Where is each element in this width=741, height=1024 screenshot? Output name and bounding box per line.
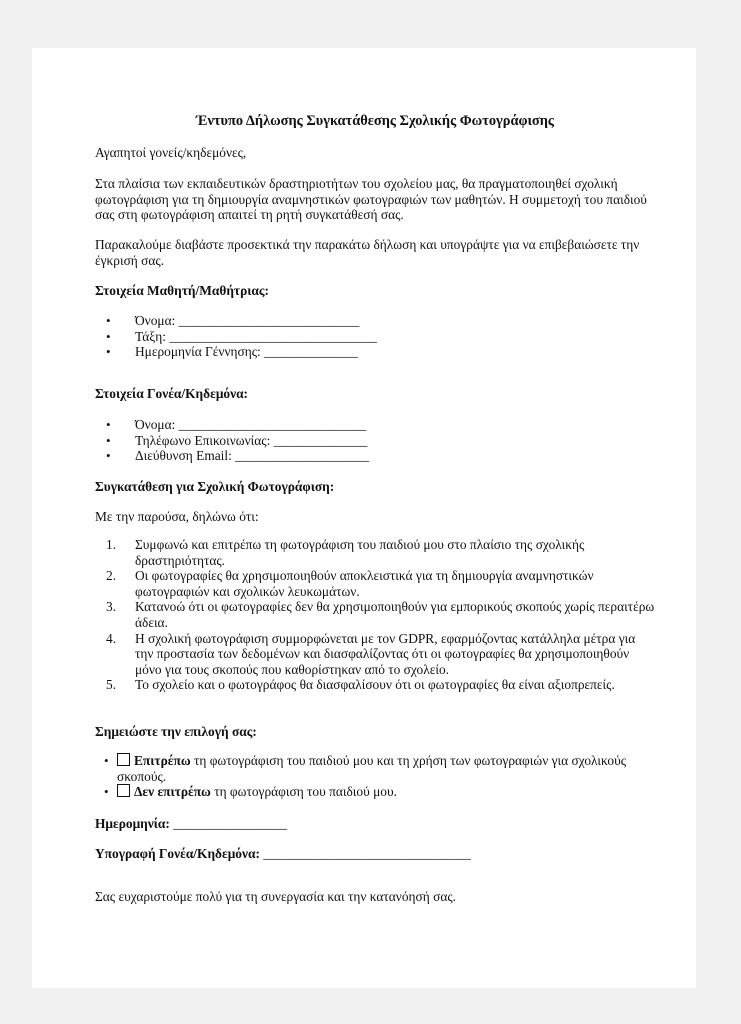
- consent-lead: Με την παρούσα, δηλώνω ότι:: [95, 509, 259, 524]
- allow-label: Επιτρέπω: [134, 753, 191, 768]
- consent-section-heading: Συγκατάθεση για Σχολική Φωτογράφιση:: [95, 479, 335, 494]
- list-item: 4. Η σχολική φωτογράφιση συμμορφώνεται με τον GDPR, εφαρμόζοντας κατάλληλα μέτρα για την προστασία των δεδομένων και διασφαλίζοντας ότι οι φωτογραφίες θα χρησιμοποιηθούν μόνο για τους σκοπούς που καθορίστηκαν από το σχολείο.: [106, 630, 636, 677]
- deny-option: [95, 784, 655, 800]
- parent-email-field: Διεύθυνση Email: ____________________: [135, 448, 370, 464]
- signature-line: _______________________________: [259, 846, 471, 861]
- consent-statement-2: Οι φωτογραφίες θα χρησιμοποιηθούν αποκλειστικά για τη δημιουργία αναμνηστικών φωτογραφιών και σχολικών λευκωμάτων.: [135, 568, 594, 599]
- bullet-icon: •: [106, 313, 111, 328]
- parent-section-heading: Στοιχεία Γονέα/Κηδεμόνα:: [95, 386, 249, 401]
- list-item: 5. Το σχολείο και ο φωτογράφος θα διασφαλίσουν ότι οι φωτογραφίες θα είναι αξιοπρεπείς.: [106, 677, 615, 693]
- list-item: 1. Συμφωνώ και επιτρέπω τη φωτογράφιση του παιδιού μου στο πλαίσιο της σχολικής δραστηριότητας.: [106, 537, 585, 568]
- list-item: [95, 344, 655, 360]
- list-item: [95, 433, 655, 449]
- closing-text: Σας ευχαριστούμε πολύ για τη συνεργασία και την κατανόησή σας.: [95, 889, 456, 904]
- signature-field: [95, 846, 655, 862]
- date-line: _________________: [169, 816, 288, 831]
- list-item: [95, 417, 655, 433]
- bullet-icon: •: [106, 417, 111, 432]
- bullet-icon: •: [106, 328, 111, 344]
- parent-name-field: Όνομα: ____________________________: [135, 417, 367, 432]
- signature-label: Υπογραφή Γονέα/Κηδεμόνα:: [95, 846, 260, 861]
- student-fields-list: [95, 313, 655, 360]
- request-paragraph: Παρακαλούμε διαβάστε προσεκτικά την παρακάτω δήλωση και υπογράψτε για να επιβεβαιώσετε την έγκρισή σας.: [95, 237, 640, 268]
- list-item: 3. Κατανοώ ότι οι φωτογραφίες δεν θα χρησιμοποιηθούν για εμπορικούς σκοπούς χωρίς περαιτέρω άδεια.: [106, 599, 655, 630]
- deny-checkbox[interactable]: [117, 784, 130, 797]
- list-item: [95, 313, 655, 329]
- bullet-icon: •: [104, 753, 109, 768]
- list-item: 2. Οι φωτογραφίες θα χρησιμοποιηθούν αποκλειστικά για τη δημιουργία αναμνηστικών φωτογραφιών και σχολικών λευκωμάτων.: [106, 568, 594, 599]
- bullet-icon: •: [106, 432, 111, 448]
- allow-description: τη φωτογράφιση του παιδιού μου και τη χρήση των φωτογραφιών για σχολικούς σκοπούς.: [117, 753, 627, 784]
- consent-statement-1: Συμφωνώ και επιτρέπω τη φωτογράφιση του παιδιού μου στο πλαίσιο της σχολικής δραστηριότητας.: [135, 537, 585, 568]
- student-section-heading: Στοιχεία Μαθητή/Μαθήτριας:: [95, 283, 269, 298]
- consent-statement-3: Κατανοώ ότι οι φωτογραφίες δεν θα χρησιμοποιηθούν για εμπορικούς σκοπούς χωρίς περαιτέρω άδεια.: [135, 599, 655, 630]
- consent-statement-4: Η σχολική φωτογράφιση συμμορφώνεται με τον GDPR, εφαρμόζοντας κατάλληλα μέτρα για την προστασία των δεδομένων και διασφαλίζοντας ότι οι φωτογραφίες θα χρησιμοποιηθούν μόνο για τους σκοπούς που καθορίστηκαν από το σχολείο.: [135, 630, 636, 677]
- list-item: [95, 329, 655, 345]
- deny-label: Δεν επιτρέπω: [134, 784, 211, 800]
- choice-section-heading: Σημειώστε την επιλογή σας:: [95, 724, 257, 739]
- bullet-icon: •: [106, 448, 111, 464]
- document-page: [32, 48, 696, 988]
- consent-statement-5: Το σχολείο και ο φωτογράφος θα διασφαλίσουν ότι οι φωτογραφίες θα είναι αξιοπρεπείς.: [135, 677, 615, 693]
- allow-checkbox[interactable]: [117, 753, 130, 766]
- bullet-icon: •: [106, 344, 111, 360]
- student-class-field: Τάξη: _______________________________: [135, 328, 377, 344]
- student-name-field: Όνομα: ___________________________: [135, 313, 360, 328]
- allow-option: [95, 753, 655, 784]
- list-item: [95, 448, 655, 464]
- bullet-icon: •: [104, 784, 109, 800]
- date-label: Ημερομηνία:: [95, 816, 170, 831]
- date-field: [95, 816, 655, 832]
- intro-paragraph: Στα πλαίσια των εκπαιδευτικών δραστηριοτήτων του σχολείου μας, θα πραγματοποιηθεί σχολική φωτογράφιση για τη δημιουργία αναμνηστικών φωτογραφιών των μαθητών. Η συμμετοχή του παιδιού σας στη φωτογράφιση απαιτεί τη ρητή συγκατάθεσή σας.: [95, 176, 647, 223]
- parent-phone-field: Τηλέφωνο Επικοινωνίας: ______________: [135, 432, 368, 448]
- choice-list: [95, 753, 655, 800]
- greeting: Αγαπητοί γονείς/κηδεμόνες,: [95, 145, 247, 160]
- parent-fields-list: [95, 417, 655, 464]
- document-title: Έντυπο Δήλωσης Συγκατάθεσης Σχολικής Φωτογράφισης: [195, 113, 555, 129]
- student-birthdate-field: Ημερομηνία Γέννησης: ______________: [135, 344, 358, 360]
- deny-description: τη φωτογράφιση του παιδιού μου.: [210, 784, 397, 800]
- consent-statements-list: [95, 537, 655, 693]
